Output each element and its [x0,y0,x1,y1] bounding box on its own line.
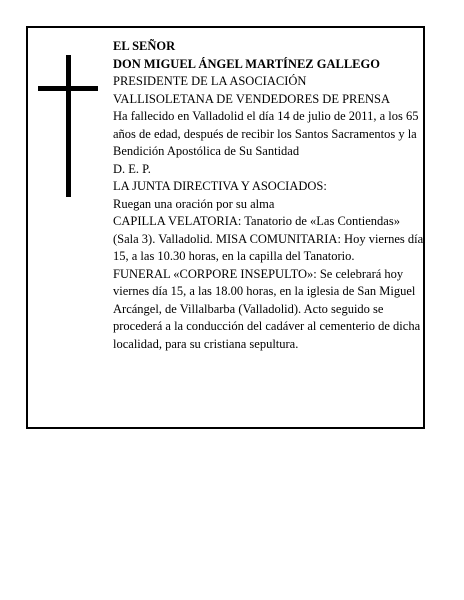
obituary-text [113,38,425,353]
deceased-role-line1: PRESIDENTE DE LA ASOCIACIÓN [113,74,307,88]
prayer-request: Ruegan una oración por su alma [113,196,275,211]
rip-text: D. E. P. [113,161,151,176]
cross-horizontal-bar [38,86,98,91]
notice-title: EL SEÑOR [113,39,176,53]
mourners-heading: LA JUNTA DIRECTIVA Y ASOCIADOS: [113,179,327,193]
funeral-info: FUNERAL «CORPORE INSEPULTO»: Se celebrará hoy viernes día 15, a las 18.00 horas, en la iglesia de San Miguel Arcángel, de Villalbarba (Valladolid). Acto seguido se procederá a la conducción del cadáver al cementerio de dicha localidad, para su cristiana sepultura. [113,266,421,351]
deceased-role-line2: VALLISOLETANA DE VENDEDORES DE PRENSA [113,91,391,106]
chapel-and-mass-info: CAPILLA VELATORIA: Tanatorio de «Las Contiendas» (Sala 3). Valladolid. MISA COMUNITARIA: Hoy viernes día 15, a las 10.30 horas, en la capilla del Tanatorio. [113,214,424,263]
cross-vertical-bar [66,55,71,197]
cross-icon [38,55,98,197]
death-announcement: Ha fallecido en Valladolid el día 14 de julio de 2011, a los 65 años de edad, después de recibir los Santos Sacramentos y la Bendición Apostólica de Su Santidad [113,109,419,158]
deceased-name: DON MIGUEL ÁNGEL MARTÍNEZ GALLEGO [113,56,380,71]
